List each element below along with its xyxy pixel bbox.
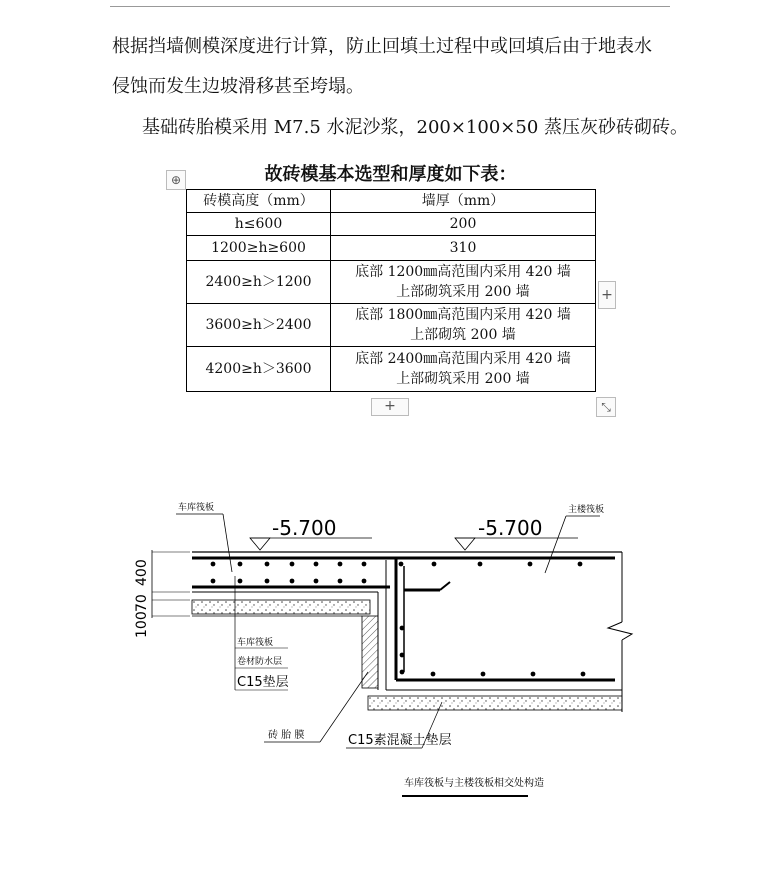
table-resize-handle-icon[interactable]: ⤡: [596, 397, 616, 417]
brick-mold-table: [186, 189, 596, 392]
cell-height[interactable]: 4200≥h＞3600: [187, 347, 331, 392]
elevation-triangle-icon: [455, 538, 475, 550]
cell-thickness[interactable]: [331, 304, 596, 347]
cell-line: 底部 1200㎜高范围内采用 420 墙: [355, 264, 571, 280]
raft-junction-drawing: [0, 440, 781, 820]
cell-line: 上部砌筑采用 200 墙: [396, 371, 530, 387]
add-row-button[interactable]: +: [371, 398, 409, 416]
table-row: [187, 261, 596, 304]
cell-thickness[interactable]: 200: [331, 213, 596, 236]
table-row: [187, 347, 596, 392]
dim-70: 70: [134, 594, 150, 612]
table-caption: 故砖模基本选型和厚度如下表：: [264, 164, 517, 185]
previous-line-fragment: [110, 0, 670, 7]
column-header-thickness: 墙厚（mm）: [331, 190, 596, 213]
column-header-height: 砖模高度（mm）: [187, 190, 331, 213]
paragraph-line: 根据挡墙侧模深度进行计算，防止回填土过程中或回填后由于地表水: [112, 36, 652, 57]
cell-line: 底部 1800㎜高范围内采用 420 墙: [355, 307, 571, 323]
callout-bottom-layer: C15素混凝土垫层: [348, 733, 452, 748]
table-row: [187, 213, 596, 236]
table-move-handle-icon[interactable]: ⊕: [166, 170, 186, 190]
dim-100: 100: [134, 611, 150, 638]
cell-height[interactable]: 1200≥h≥600: [187, 236, 331, 261]
elevation-right: -5.700: [478, 516, 543, 540]
cell-thickness[interactable]: [331, 261, 596, 304]
cell-line: 上部砌筑 200 墙: [410, 327, 516, 343]
callout-waterproof: 卷材防水层: [237, 657, 283, 667]
cell-line: 底部 2400㎜高范围内采用 420 墙: [355, 351, 571, 367]
callout-garage-raft: 车库筏板: [237, 638, 274, 648]
table-row: [187, 236, 596, 261]
leader-line: [545, 516, 566, 573]
callout-c15: C15垫层: [237, 675, 289, 690]
cell-thickness[interactable]: 310: [331, 236, 596, 261]
table-row: [187, 304, 596, 347]
dim-400: 400: [134, 559, 150, 586]
drawing-title: 车库筏板与主楼筏板相交处构造: [404, 778, 544, 789]
garage-cushion-layer: [192, 600, 370, 614]
elevation-triangle-icon: [250, 538, 270, 550]
paragraph-mortar: 基础砖胎模采用 M7.5 水泥沙浆，200×100×50 蒸压灰砂砖砌砖。: [142, 117, 689, 138]
cell-thickness[interactable]: [331, 347, 596, 392]
label-main-raft: 主楼筏板: [568, 505, 605, 515]
callout-brick-mold: 砖 胎 膜: [268, 730, 305, 741]
table-header-row: [187, 190, 596, 213]
break-line: [608, 622, 632, 640]
cell-height[interactable]: h≤600: [187, 213, 331, 236]
cell-height[interactable]: 3600≥h＞2400: [187, 304, 331, 347]
add-column-button[interactable]: +: [598, 281, 616, 309]
label-garage-raft: 车库筏板: [178, 503, 215, 513]
elevation-left: -5.700: [272, 516, 337, 540]
cell-line: 上部砌筑采用 200 墙: [396, 284, 530, 300]
main-cushion-layer: [368, 696, 622, 710]
cell-height[interactable]: 2400≥h＞1200: [187, 261, 331, 304]
paragraph-line: 侵蚀而发生边坡滑移甚至垮塌。: [112, 76, 364, 97]
leader-line: [223, 514, 232, 572]
